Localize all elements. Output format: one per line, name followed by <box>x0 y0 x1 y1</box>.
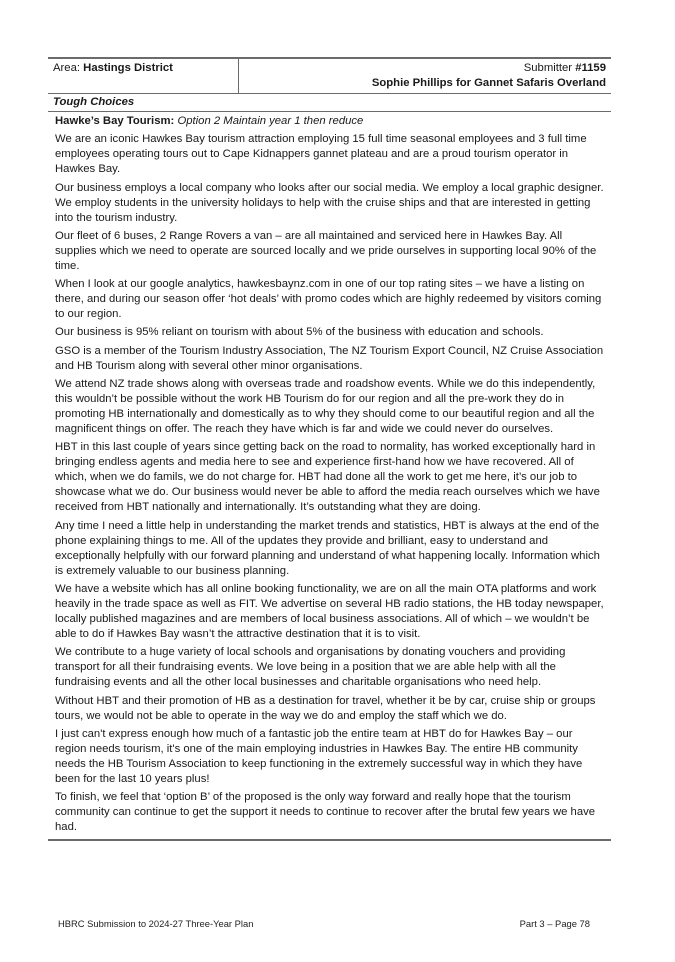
area-label: Area: <box>53 62 81 74</box>
submitter-label: Submitter <box>523 62 573 74</box>
paragraph: To finish, we feel that ‘option B’ of the proposed is the only way forward and really hope that the tourism community can continue to get the support it needs to continue to recover after the brutal few years we have had. <box>55 791 596 834</box>
paragraph: GSO is a member of the Tourism Industry Association, The NZ Tourism Export Council, NZ Cruise Association and HB Tourism along with several other minor organisations. <box>55 344 604 372</box>
footer-document-title: HBRC Submission to 2024-27 Three-Year Plan <box>58 918 254 929</box>
submitter-name: Sophie Phillips for Gannet Safaris Overland <box>371 77 606 89</box>
submission-body <box>48 112 611 841</box>
paragraph: When I look at our google analytics, hawkesbaynz.com in one of our top rating sites – we have a listing on there, and during our season offer ‘hot deals’ with promo codes which are highly redeemed by visitors coming to our region. <box>55 278 602 321</box>
submitter-number: #1159 <box>575 62 606 74</box>
paragraph: Our business is 95% reliant on tourism with about 5% of the business with education and schools. <box>55 326 544 339</box>
paragraph: Any time I need a little help in understanding the market trends and statistics, HBT is always at the end of the phone explaining things to me. All of the updates they provide and brilliant, easy to understand and exceptionally helpfully with our forward planning and understand of what happening locally. Information which is extremely valuable to our business planning. <box>55 519 600 577</box>
area-cell <box>48 58 239 94</box>
paragraph: We have a website which has all online booking functionality, we are on all the main OTA platforms and work heavily in the trade space as well as FIT. We advertise on several HB radio stations, the HB today newspaper, locally published magazines and are members of local business associations. All of which – we wouldn’t be able to do if Hawkes Bay wasn’t the attractive destination that it is to visit. <box>55 582 604 640</box>
submission-page <box>48 57 611 841</box>
paragraph: Our business employs a local company who looks after our social media. We employ a local graphic designer. We employ students in the university holidays to help with the cruise ships and that are interested in getting into the tourism industry. <box>55 181 604 224</box>
submission-header-table <box>48 57 611 94</box>
paragraph: HBT in this last couple of years since getting back on the road to normality, has worked exceptionally hard in bringing endless agents and media here to see and experience first-hand how we have recovered. All of which, when we do famils, we do not charge for. HBT had done all the work to get me here, it’s our job to showcase what we do. Our business would never be able to afford the media reach ourselves which we have received from HBT nationally and internationally. It’s outstanding what they are doing. <box>55 441 600 514</box>
paragraph: We attend NZ trade shows along with overseas trade and roadshow events. While we do this independently, this wouldn’t be possible without the work HB Tourism do for our region and all the pre-work they do in promoting HB internationally and domestically as to why they should come to our beautiful region and all the magnificent things on offer. The reach they have which is far and wide we could never do ourselves. <box>55 378 596 436</box>
paragraph: I just can't express enough how much of a fantastic job the entire team at HBT do for Hawkes Bay – our region needs tourism, it's one of the main employing industries in Hawkes Bay. The entire HB community needs the HB Tourism Association to keep functioning in the extremely successful way in which they have been for the last 10 years plus! <box>55 727 583 785</box>
topic-line <box>55 114 604 129</box>
paragraph: Without HBT and their promotion of HB as a destination for travel, whether it be by car, cruise ship or groups tours, we would not be able to operate in the way we do and employ the staff which we do. <box>55 694 596 722</box>
paragraph: We contribute to a huge variety of local schools and organisations by donating vouchers and providing transport for all their fundraising events. We love being in a position that we are able help with all the fundraising events and all the other local businesses and charitable organisations who need help. <box>55 646 566 689</box>
submitter-cell <box>239 58 612 94</box>
area-value: Hastings District <box>83 62 173 74</box>
topic-option: Option 2 Maintain year 1 then reduce <box>177 115 364 127</box>
paragraph: We are an iconic Hawkes Bay tourism attraction employing 15 full time seasonal employees and 3 full time employees operating tours out to Cape Kidnappers gannet plateau and are a proud tourism operator in Hawkes Bay. <box>55 133 587 176</box>
footer-page-number: Part 3 – Page 78 <box>519 918 590 929</box>
topic-label: Hawke’s Bay Tourism: <box>55 115 175 127</box>
section-title: Tough Choices <box>48 94 611 112</box>
paragraph: Our fleet of 6 buses, 2 Range Rovers a van – are all maintained and serviced here in Hawkes Bay. All supplies which we need to operate are sourced locally and we pride ourselves in supporting local 90% of the time. <box>55 229 597 272</box>
